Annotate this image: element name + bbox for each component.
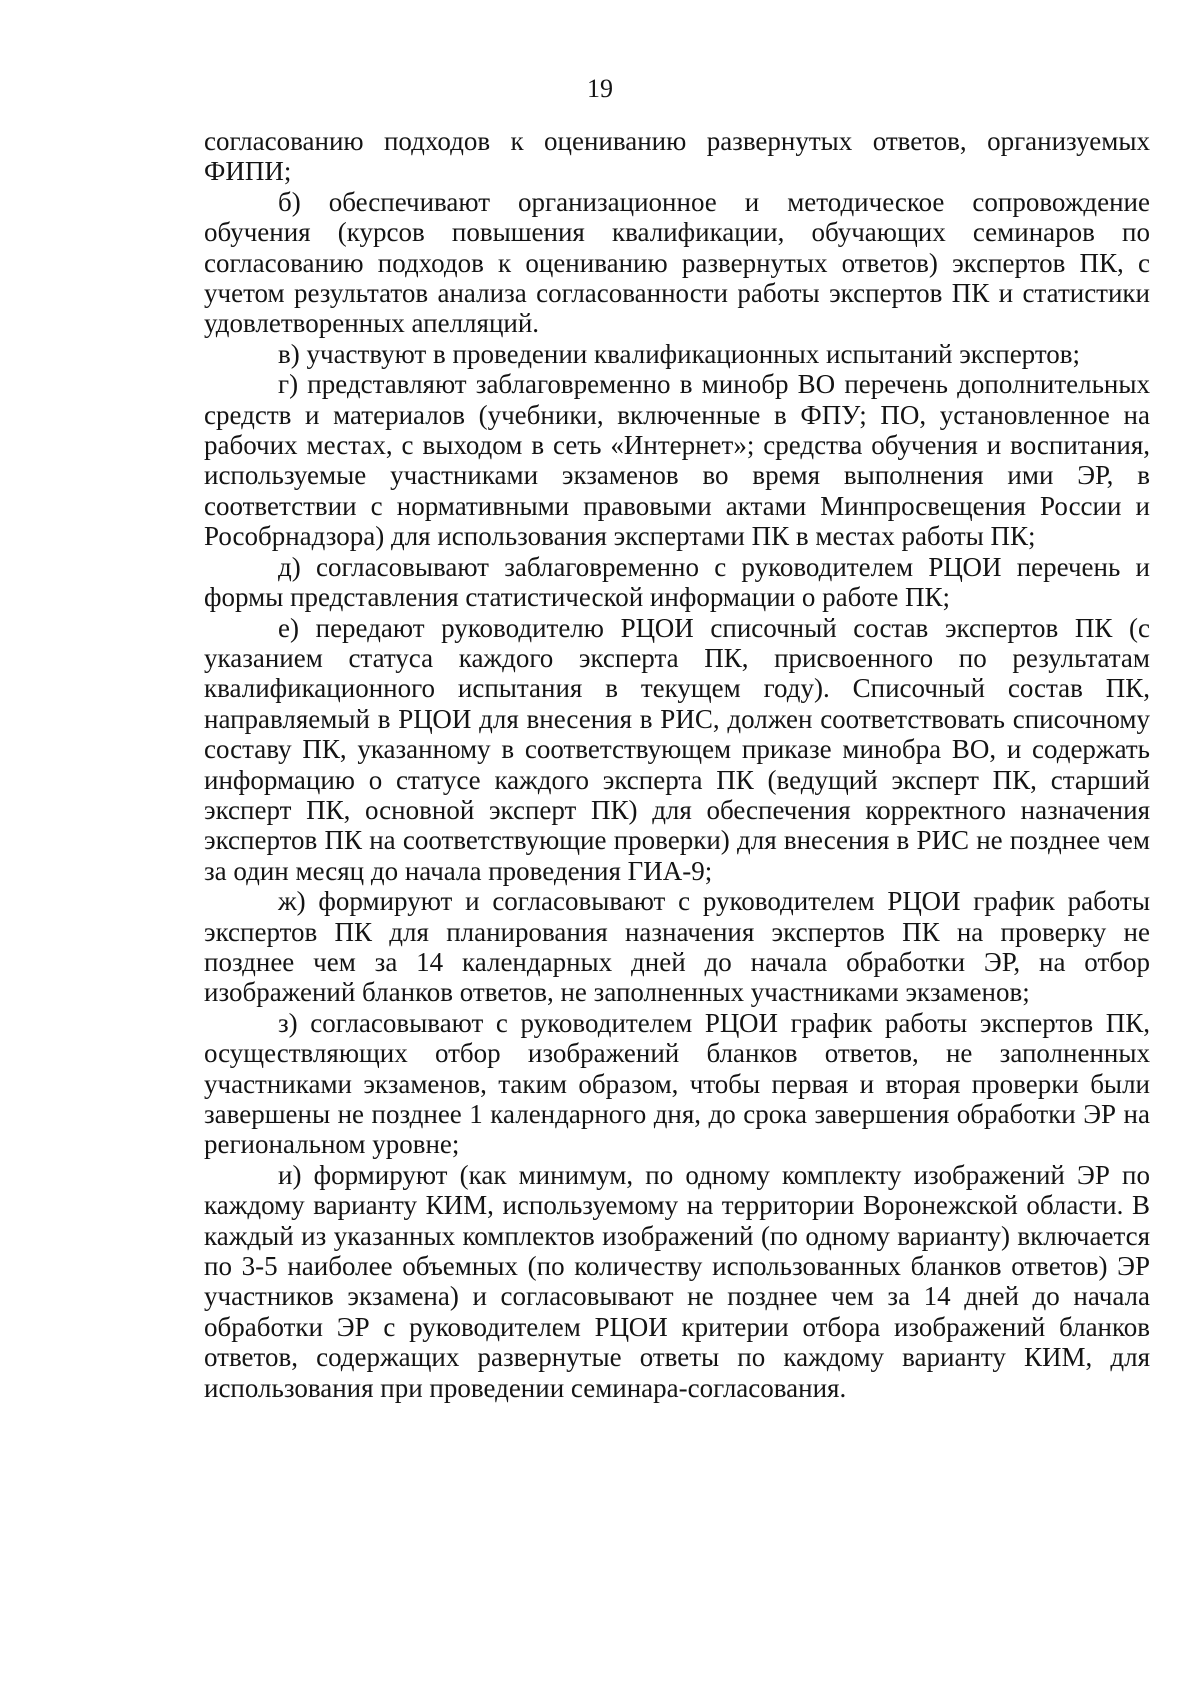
paragraph-item-zh: ж) формируют и согласовывают с руководителем РЦОИ график работы экспертов ПК для планирования назначения экспертов ПК на проверку не позднее чем за 14 календарных дней до начала обработки ЭР, на отбор изображений бланков ответов, не заполненных участниками экзаменов; bbox=[204, 886, 1150, 1008]
paragraph-item-b: б) обеспечивают организационное и методическое сопровождение обучения (курсов повышения квалификации, обучающих семинаров по согласованию подходов к оцениванию развернутых ответов) экспертов ПК, с учетом результатов анализа согласованности работы экспертов ПК и статистики удовлетворенных апелляций. bbox=[204, 186, 1150, 339]
paragraph-item-d: д) согласовывают заблаговременно с руководителем РЦОИ перечень и формы представления статистической информации о работе ПК; bbox=[204, 551, 1150, 613]
paragraph-item-i: и) формируют (как минимум, по одному комплекту изображений ЭР по каждому варианту КИМ, используемому на территории Воронежской области. В каждый из указанных комплектов изображений (по одному варианту) включается по 3-5 наиболее объемных (по количеству использованных бланков ответов) ЭР участников экзамена) и согласовывают не позднее чем за 14 дней до начала обработки ЭР с руководителем РЦОИ критерии отбора изображений бланков ответов, содержащих развернутые ответы по каждому варианту КИМ, для использования при проведении семинара-согласования. bbox=[204, 1159, 1150, 1403]
paragraph-item-g: г) представляют заблаговременно в минобр ВО перечень дополнительных средств и материалов (учебники, включенные в ФПУ; ПО, установленное на рабочих местах, с выходом в сеть «Интернет»; средства обучения и воспитания, используемые участниками экзаменов во время выполнения ими ЭР, в соответствии с нормативными правовыми актами Минпросвещения России и Рособрнадзора) для использования экспертами ПК в местах работы ПК; bbox=[204, 369, 1150, 552]
paragraph-item-e: е) передают руководителю РЦОИ списочный состав экспертов ПК (с указанием статуса каждого эксперта ПК, присвоенного по результатам квалификационного испытания в текущем году). Списочный состав ПК, направляемый в РЦОИ для внесения в РИС, должен соответствовать списочному составу ПК, указанному в соответствующем приказе минобра ВО, и содержать информацию о статусе каждого эксперта ПК (ведущий эксперт ПК, старший эксперт ПК, основной эксперт ПК) для обеспечения корректного назначения экспертов ПК на соответствующие проверки) для внесения в РИС не позднее чем за один месяц до начала проведения ГИА-9; bbox=[204, 612, 1150, 886]
paragraph-item-z: з) согласовывают с руководителем РЦОИ график работы экспертов ПК, осуществляющих отбор изображений бланков ответов, не заполненных участниками экзаменов, таким образом, чтобы первая и вторая проверки были завершены не позднее 1 календарного дня, до срока завершения обработки ЭР на региональном уровне; bbox=[204, 1007, 1150, 1160]
paragraph-continuation: согласованию подходов к оцениванию развернутых ответов, организуемых ФИПИ; bbox=[204, 126, 1150, 187]
paragraph-item-v: в) участвуют в проведении квалификационных испытаний экспертов; bbox=[278, 338, 1081, 369]
page-number: 19 bbox=[587, 74, 613, 103]
document-body bbox=[204, 126, 1150, 1403]
